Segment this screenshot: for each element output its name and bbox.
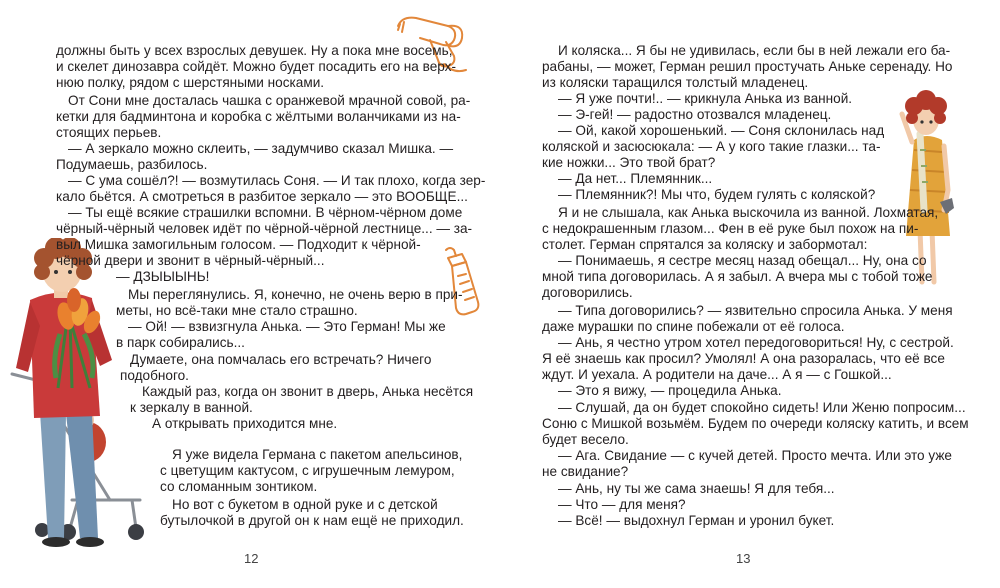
text-line: мной типа договорилась. А я забыл. А вчера мы с тобой тоже <box>542 269 933 284</box>
text-line: чёрной двери и звонит в чёрный-чёрный... <box>56 253 325 268</box>
text-line: с цветущим кактусом, с игрушечным лемуром, <box>160 463 455 478</box>
text-line: Мы переглянулись. Я, конечно, не очень верю в при- <box>128 287 463 302</box>
text-line: — Всё! — выдохнул Герман и уронил букет. <box>558 513 835 528</box>
text-line: стоящих перьев. <box>56 125 162 140</box>
right-page <box>500 0 1000 588</box>
text-line: — Ага. Свидание — с кучей детей. Просто мечта. Или это уже <box>558 448 952 463</box>
text-line: — Э-гей! — радостно отозвался младенец. <box>558 107 832 122</box>
text-line: подобного. <box>120 368 189 383</box>
text-line: меты, но всё-таки мне стало страшно. <box>116 303 358 318</box>
text-line: рабаны, — может, Герман решил простучать Аньке серенаду. Но <box>542 59 953 74</box>
text-line: Думаете, она помчалась его встречать? Ничего <box>130 352 432 367</box>
text-line: столет. Герман спрятался за коляску и забормотал: <box>542 237 868 252</box>
page-number: 13 <box>736 551 751 566</box>
page-number: 12 <box>244 551 259 566</box>
text-line: в парк собирались... <box>116 335 245 350</box>
text-line: — ДЗЫЫЫНЬ! <box>116 269 210 284</box>
text-line: Но вот с букетом в одной руке и с детской <box>172 497 438 512</box>
text-line: — Ань, я честно утром хотел передоговориться! Ну, с сестрой. <box>558 335 954 350</box>
text-line: — Ань, ну ты же сама знаешь! Я для тебя... <box>558 481 835 496</box>
text-line: даже мурашки по спине побежали от её голоса. <box>542 319 845 334</box>
text-line: — Это я вижу, — процедила Анька. <box>558 383 782 398</box>
text-line: договорились. <box>542 285 633 300</box>
text-line: и скелет динозавра сойдёт. Можно будет посадить его на верх- <box>56 59 456 74</box>
text-line: нюю полку, рядом с шерстяными носками. <box>56 75 325 90</box>
text-line: — Ой, какой хорошенький. — Соня склонилась над <box>558 123 885 138</box>
text-line: — Племянник?! Мы что, будем гулять с коляской? <box>558 187 876 202</box>
text-line: бутылочкой в другой он к нам ещё не приходил. <box>160 513 464 528</box>
text-line: — Да нет... Племянник... <box>558 171 713 186</box>
text-line: И коляска... Я бы не удивилась, если бы в ней лежали его ба- <box>558 43 951 58</box>
text-line: От Сони мне досталась чашка с оранжевой мрачной совой, ра- <box>68 93 471 108</box>
text-line: — Что — для меня? <box>558 497 686 512</box>
text-line: будет весело. <box>542 432 629 447</box>
text-line: коляской и засюсюкала: — А у кого такие глазки... та- <box>542 139 881 154</box>
text-line: Я уже видела Германа с пакетом апельсинов, <box>172 447 463 462</box>
text-line: — А зеркало можно склеить, — задумчиво сказал Мишка. — <box>68 141 454 156</box>
text-line: кетки для бадминтона и коробка с жёлтыми воланчиками из на- <box>56 109 461 124</box>
text-line: Я и не слышала, как Анька выскочила из ванной. Лохматая, <box>558 205 939 220</box>
text-line: — Типа договорились? — язвительно спросила Анька. У меня <box>558 303 953 318</box>
text-line: чёрный-чёрный человек идёт по чёрной-чёрной лестнице... — за- <box>56 221 473 236</box>
text-line: с недокрашенным глазом... Фен в её руке был похож на пи- <box>542 221 919 236</box>
text-line: со сломанным зонтиком. <box>160 479 318 494</box>
text-line: А открывать приходится мне. <box>152 416 338 431</box>
text-line: — Слушай, да он будет спокойно сидеть! Или Женю попросим... <box>558 400 966 415</box>
text-line: — Понимаешь, я сестре месяц назад обещал... Ну, она со <box>558 253 927 268</box>
text-line: Соню с Мишкой возьмём. Будем по очереди коляску катить, и всем <box>542 416 969 431</box>
text-line: должны быть у всех взрослых девушек. Ну а пока мне восемь, <box>56 43 453 58</box>
text-line: ждут. И уехала. А родители на даче... А я — с Гошкой... <box>542 367 892 382</box>
text-line: не свидание? <box>542 464 629 479</box>
text-line: к зеркалу в ванной. <box>130 400 253 415</box>
text-line: из коляски таращился толстый младенец. <box>542 75 809 90</box>
baby-bottle-illustration <box>436 244 484 316</box>
text-line: выл Мишка замогильным голосом. — Подходит к чёрной- <box>56 237 421 252</box>
text-line: Подумаешь, разбилось. <box>56 157 208 172</box>
text-line: Каждый раз, когда он звонит в дверь, Анька несётся <box>142 384 474 399</box>
text-line: кие ножки... Это твой брат? <box>542 155 716 170</box>
text-line: — С ума сошёл?! — возмутилась Соня. — И так плохо, когда зер- <box>68 173 486 188</box>
text-line: Я её знаешь как просил? Умолял! А она разоралась, что её все <box>542 351 945 366</box>
text-line: — Ой! — взвизгнула Анька. — Это Герман! Мы же <box>128 319 446 334</box>
text-line: кало бьётся. А смотреться в разбитое зеркало — это ВООБЩЕ... <box>56 189 468 204</box>
text-line: — Я уже почти!.. — крикнула Анька из ванной. <box>558 91 853 106</box>
text-line: — Ты ещё всякие страшилки вспомни. В чёрном-чёрном доме <box>68 205 463 220</box>
